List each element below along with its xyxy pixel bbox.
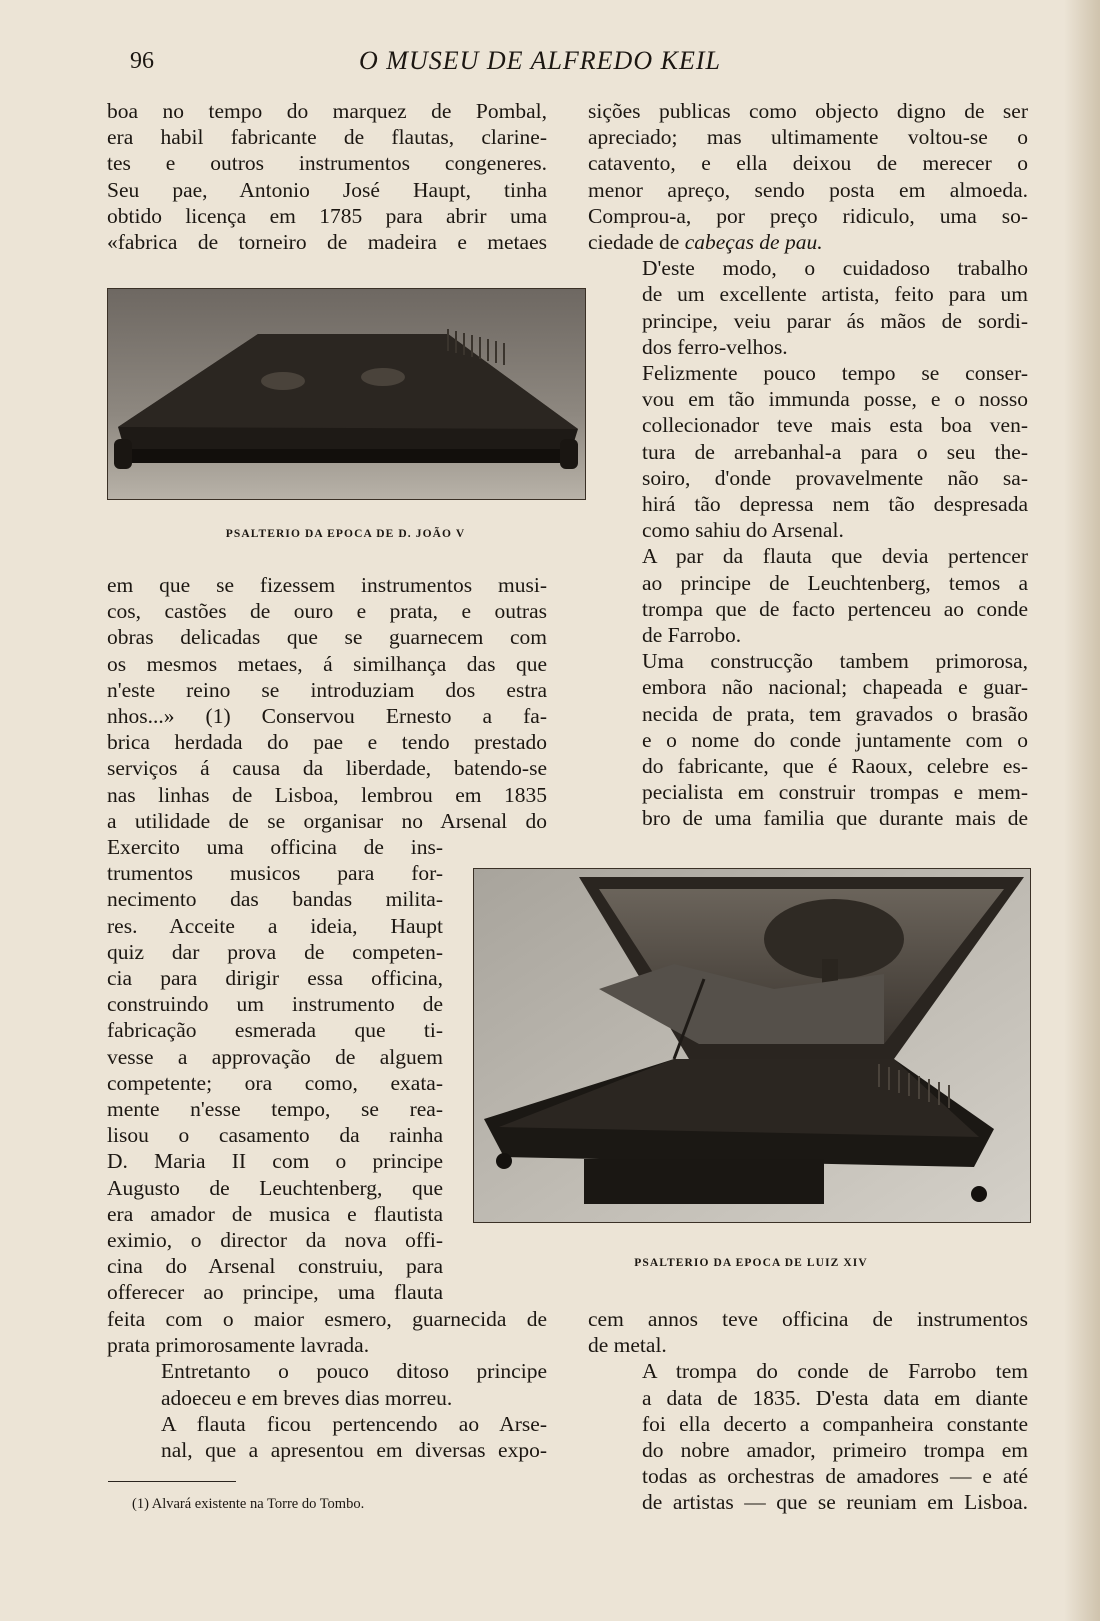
text-line: vesse a approvação de alguem <box>107 1044 443 1069</box>
text-line: do fabricante, que é Raoux, celebre es- <box>642 754 1028 779</box>
figure-psalterio-joao-v <box>107 288 586 500</box>
right-paragraph-4 <box>588 543 1028 648</box>
text-line: catavento, e ella deixou de merecer o <box>588 151 1028 176</box>
text-line: de um excellente artista, feito para um <box>642 282 1028 307</box>
text-line: feita com o maior esmero, guarnecida de <box>107 1307 547 1331</box>
text-line: Exercito uma officina de ins- <box>107 835 443 859</box>
footnote-rule <box>108 1481 236 1482</box>
left-paragraph-1-end <box>107 1306 547 1358</box>
text-line: trumentos musicos para for- <box>107 861 443 886</box>
right-p1-last-italic: cabeças de pau. <box>684 230 823 255</box>
text-line: D. Maria II com o principe <box>107 1149 443 1174</box>
page-number: 96 <box>130 48 154 74</box>
text-line: todas as orchestras de amadores — e até <box>642 1464 1028 1489</box>
text-line: serviços á causa da liberdade, batendo-se <box>107 756 547 781</box>
right-paragraph-2 <box>588 255 1028 360</box>
text-line: dos ferro-velhos. <box>642 334 788 359</box>
left-paragraph-3 <box>107 1411 547 1463</box>
psalterio-open-image <box>474 869 1030 1222</box>
text-line: a utilidade de se organisar no Arsenal do <box>107 808 547 833</box>
text-line: cem annos teve officina de instrumentos <box>588 1307 1028 1331</box>
text-line: a data de 1835. D'esta data em diante <box>642 1385 1028 1410</box>
text-line: lisou o casamento da rainha <box>107 1123 443 1148</box>
text-line: «fabrica de torneiro de madeira e metaes <box>107 230 547 255</box>
text-line: trompa que de facto pertenceu ao conde <box>642 596 1028 621</box>
text-line: obtido licença em 1785 para abrir uma <box>107 203 547 228</box>
text-line: cos, castões de ouro e prata, e outras <box>107 599 547 624</box>
text-line: menor apreço, sendo posta em almoeda. <box>588 177 1028 202</box>
text-line: apreciado; mas ultimamente voltou-se o <box>588 125 1028 150</box>
text-line: eximio, o director da nova offi- <box>107 1228 443 1253</box>
text-line: em que se fizessem instrumentos musi- <box>107 573 547 597</box>
text-line: tura de arrebanhal-a para o seu the- <box>642 439 1028 464</box>
text-line: boa no tempo do marquez de Pombal, <box>107 99 547 123</box>
text-line: sições publicas como objecto digno de ser <box>588 99 1028 123</box>
left-bottom-block <box>107 1306 547 1463</box>
text-line: Uma construcção tambem primorosa, <box>642 649 1028 674</box>
right-paragraph-6 <box>588 1358 1028 1515</box>
text-line: mente n'esse tempo, se rea- <box>107 1097 443 1122</box>
text-line: de Farrobo. <box>642 623 742 648</box>
text-line: Augusto de Leuchtenberg, que <box>107 1175 443 1200</box>
text-line: nhos...» (1) Conservou Ernesto a fa- <box>107 704 547 729</box>
right-top-block <box>588 98 1028 832</box>
text-line: ao principe de Leuchtenberg, temos a <box>642 570 1028 595</box>
text-line: A trompa do conde de Farrobo tem <box>642 1359 1028 1384</box>
right-bottom-block <box>588 1306 1028 1516</box>
left-paragraph-1-start <box>107 98 547 255</box>
text-line: cia para dirigir essa officina, <box>107 966 443 991</box>
text-line: os mesmos metaes, á similhança das que <box>107 651 547 676</box>
running-title: O MUSEU DE ALFREDO KEIL <box>359 46 721 75</box>
text-line: collecionador teve mais esta boa ven- <box>642 413 1028 438</box>
text-line: competente; ora como, exata- <box>107 1070 443 1095</box>
text-line: principe, veiu parar ás mãos de sordi- <box>642 308 1028 333</box>
text-line: A flauta ficou pertencendo ao Arse- <box>161 1411 547 1436</box>
right-p1-last-prefix: ciedade de <box>588 230 685 255</box>
text-line: brica herdada do pae e tendo prestado <box>107 730 547 755</box>
right-paragraph-1-last <box>588 229 1028 255</box>
text-line: necimento das bandas milita- <box>107 887 443 912</box>
text-line: n'este reino se introduziam dos estra <box>107 677 547 702</box>
text-line: cina do Arsenal construiu, para <box>107 1254 443 1279</box>
text-line: fabricação esmerada que ti- <box>107 1018 443 1043</box>
text-line: tes e outros instrumentos congeneres. <box>107 151 547 176</box>
text-line: adoeceu e em breves dias morreu. <box>161 1385 453 1410</box>
text-line: D'este modo, o cuidadoso trabalho <box>642 256 1028 281</box>
text-line: necida de prata, tem gravados o brasão <box>642 701 1028 726</box>
text-line: bro de uma familia que durante mais de <box>642 806 1028 831</box>
figure-psalterio-luiz-xiv <box>473 868 1031 1223</box>
text-line: foi ella decerto a companheira constante <box>642 1411 1028 1436</box>
text-line: como sahiu do Arsenal. <box>642 518 844 543</box>
text-line: embora não nacional; chapeada e guar- <box>642 675 1028 700</box>
right-paragraph-1 <box>588 98 1028 229</box>
text-line: pecialista em construir trompas e mem- <box>642 780 1028 805</box>
text-line: offerecer ao principe, uma flauta <box>107 1280 443 1305</box>
text-line: nal, que a apresentou em diversas expo- <box>161 1438 547 1463</box>
figure-caption-2: PSALTERIO DA EPOCA DE LUIZ XIV <box>634 1257 868 1269</box>
psalterio-image <box>108 289 585 499</box>
text-line: Comprou-a, por preço ridiculo, uma so- <box>588 203 1028 228</box>
right-paragraph-5 <box>588 648 1028 831</box>
text-line: de metal. <box>588 1333 667 1358</box>
left-body-block <box>107 572 547 834</box>
right-paragraph-3 <box>588 360 1028 543</box>
text-line: prata primorosamente lavrada. <box>107 1333 370 1358</box>
text-line: do nobre amador, primeiro trompa em <box>642 1438 1028 1463</box>
left-top-block <box>107 98 547 255</box>
figure-caption-1: PSALTERIO DA EPOCA DE D. JOÃO V <box>225 528 466 540</box>
left-narrow-block <box>107 834 443 1306</box>
text-line: era habil fabricante de flautas, clarine- <box>107 125 547 150</box>
left-paragraph-2 <box>107 1358 547 1410</box>
text-line: construindo um instrumento de <box>107 992 443 1017</box>
text-line: soiro, d'onde provavelmente não sa- <box>642 465 1028 490</box>
text-line: res. Acceite a ideia, Haupt <box>107 913 443 938</box>
text-line: vou em tão immunda posse, e o nosso <box>642 387 1028 412</box>
page-header <box>0 42 1100 82</box>
left-paragraph-1-continued <box>107 572 547 834</box>
text-line: era amador de musica e flautista <box>107 1201 443 1226</box>
text-line: de artistas — que se reuniam em Lisboa. <box>642 1490 1028 1515</box>
text-line: quiz dar prova de competen- <box>107 939 443 964</box>
text-line: e o nome do conde juntamente com o <box>642 727 1028 752</box>
left-paragraph-1-narrow <box>107 834 443 1306</box>
text-line: obras delicadas que se guarnecem com <box>107 625 547 650</box>
page-edge-shadow <box>1064 0 1100 1621</box>
text-line: nas linhas de Lisboa, lembrou em 1835 <box>107 782 547 807</box>
text-line: hirá tão depressa nem tão despresada <box>642 492 1028 517</box>
text-line: A par da flauta que devia pertencer <box>642 544 1028 569</box>
footnote: (1) Alvará existente na Torre do Tombo. <box>132 1496 365 1512</box>
text-line: Seu pae, Antonio José Haupt, tinha <box>107 177 547 202</box>
right-paragraph-5-end <box>588 1306 1028 1358</box>
text-line: Felizmente pouco tempo se conser- <box>642 361 1028 386</box>
text-line: Entretanto o pouco ditoso principe <box>161 1359 547 1384</box>
